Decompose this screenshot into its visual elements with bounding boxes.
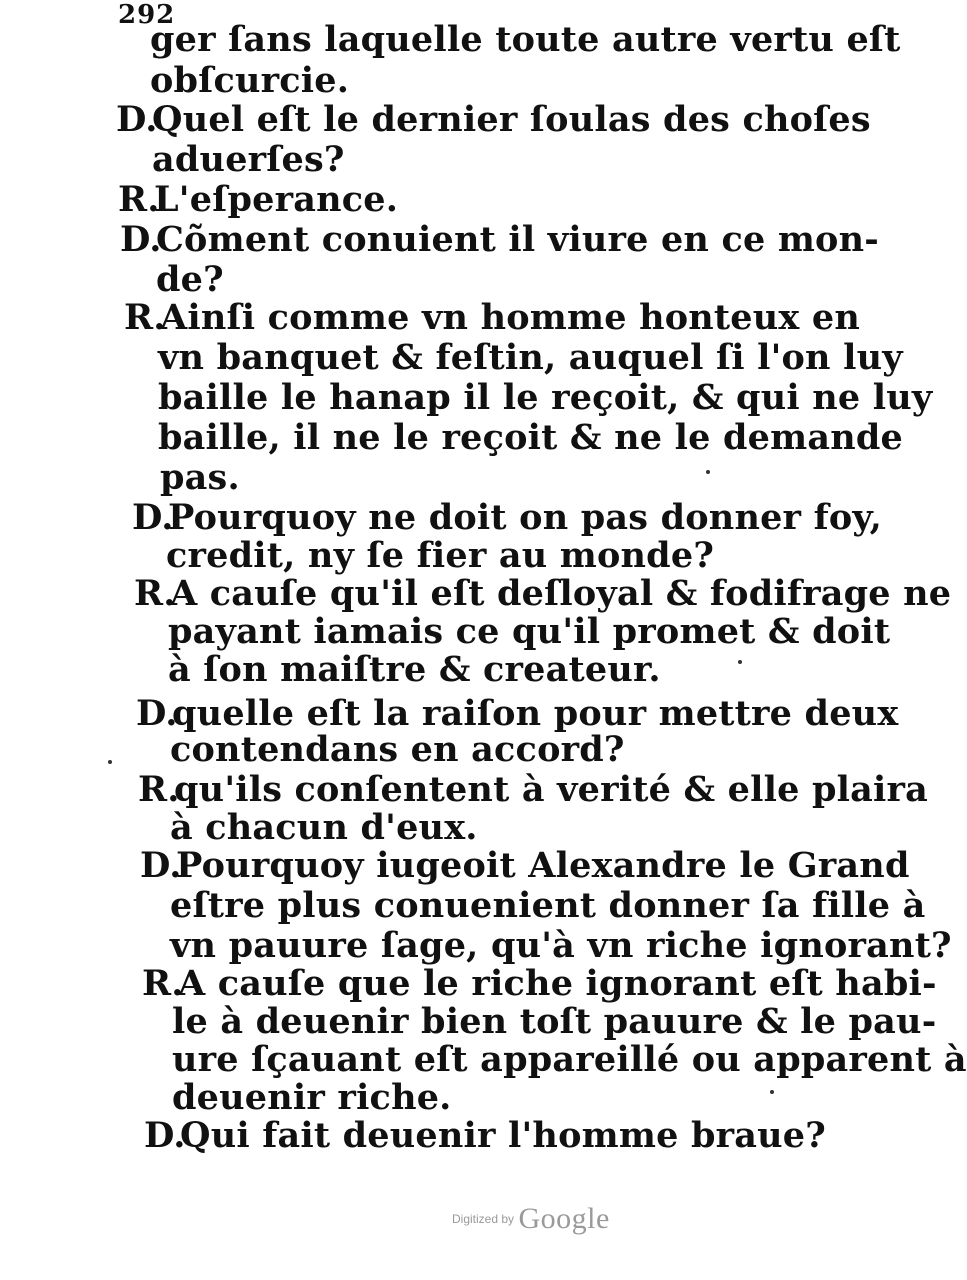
line-text: ure ſçauant eſt appareillé ou apparent à (172, 1039, 967, 1080)
line-text: de? (156, 259, 224, 300)
line-text: credit, ny ſe fier au monde? (166, 535, 715, 576)
line-text: aduerſes? (152, 139, 345, 180)
text-line (158, 378, 932, 418)
answer-line (134, 574, 951, 614)
speaker-label: D. (120, 219, 162, 260)
line-text: qu'ils conſentent à verité & elle plaira (174, 769, 929, 810)
line-text: deuenir riche. (172, 1077, 452, 1118)
text-line (170, 926, 952, 966)
question-line (132, 498, 882, 538)
line-text: Pourquoy ne doit on pas donner foy, (168, 497, 882, 538)
text-line (150, 20, 901, 60)
text-line (158, 418, 903, 458)
line-text: A cauſe que le riche ignorant eſt habi- (178, 963, 937, 1004)
line-text: Qui fait deuenir l'homme braue? (180, 1115, 826, 1156)
text-line (172, 1002, 936, 1042)
text-line (170, 730, 625, 770)
text-line (166, 536, 714, 576)
question-line (136, 694, 898, 734)
line-text: ger ſans laquelle toute autre vertu eſt (150, 19, 901, 60)
line-text: Pourquoy iugeoit Alexandre le Grand (176, 845, 910, 886)
scan-speck (770, 1090, 774, 1094)
text-line (172, 1040, 967, 1080)
answer-line (138, 770, 928, 810)
speaker-label: R. (138, 769, 180, 810)
line-text: à chacun d'eux. (170, 807, 478, 848)
line-text: contendans en accord? (170, 729, 625, 770)
line-text: le à deuenir bien toſt pauure & le pau- (172, 1001, 937, 1042)
line-text: Cõment conuient il viure en ce mon- (156, 219, 879, 260)
line-text: baille le hanap il le reçoit, & qui ne luy (158, 377, 933, 418)
speaker-label: D. (116, 99, 158, 140)
line-text: vn banquet & feſtin, auquel ſi l'on luy (158, 337, 903, 378)
text-line (156, 260, 224, 300)
text-line (170, 808, 478, 848)
text-line (168, 612, 890, 652)
digitized-by-google-watermark (452, 1202, 610, 1236)
text-line (168, 650, 661, 690)
text-line (158, 338, 903, 378)
google-logo: Google (518, 1202, 610, 1235)
answer-line (118, 180, 398, 220)
speaker-label: D. (144, 1115, 186, 1156)
line-text: baille, il ne le reçoit & ne le demande (158, 417, 903, 458)
line-text: Ainſi comme vn homme honteux en (160, 297, 860, 338)
page-number: 292 (118, 0, 176, 30)
line-text: L'eſperance. (154, 179, 399, 220)
scan-speck (108, 760, 112, 764)
answer-line (142, 964, 937, 1004)
line-text: obſcurcie. (150, 60, 350, 101)
question-line (140, 846, 910, 886)
line-text: pas. (160, 457, 240, 498)
line-text: payant iamais ce qu'il promet & doit (168, 611, 891, 652)
digitized-label: Digitized by (452, 1212, 515, 1226)
speaker-label: R. (134, 573, 176, 614)
line-text: A cauſe qu'il eſt deſloyal & fodifrage ne (170, 573, 952, 614)
speaker-label: D. (140, 845, 182, 886)
speaker-label: R. (118, 179, 160, 220)
text-line (172, 1078, 452, 1118)
line-text: à ſon maiſtre & createur. (168, 649, 661, 690)
line-text: vn pauure ſage, qu'à vn riche ignorant? (170, 925, 952, 966)
scan-speck (738, 660, 742, 664)
line-text: eſtre plus conuenient donner ſa fille à (170, 885, 926, 926)
speaker-label: D. (132, 497, 174, 538)
speaker-label: D. (136, 693, 178, 734)
question-line (144, 1116, 826, 1156)
speaker-label: R. (142, 963, 184, 1004)
text-line (160, 458, 240, 498)
question-line (116, 100, 871, 140)
text-line (150, 61, 349, 101)
scan-speck (706, 470, 710, 474)
line-text: Quel eſt le dernier ſoulas des choſes (152, 99, 871, 140)
speaker-label: R. (124, 297, 166, 338)
answer-line (124, 298, 860, 338)
question-line (120, 220, 879, 260)
line-text: quelle eſt la raiſon pour mettre deux (172, 693, 899, 734)
text-line (170, 886, 926, 926)
text-line (152, 140, 345, 180)
